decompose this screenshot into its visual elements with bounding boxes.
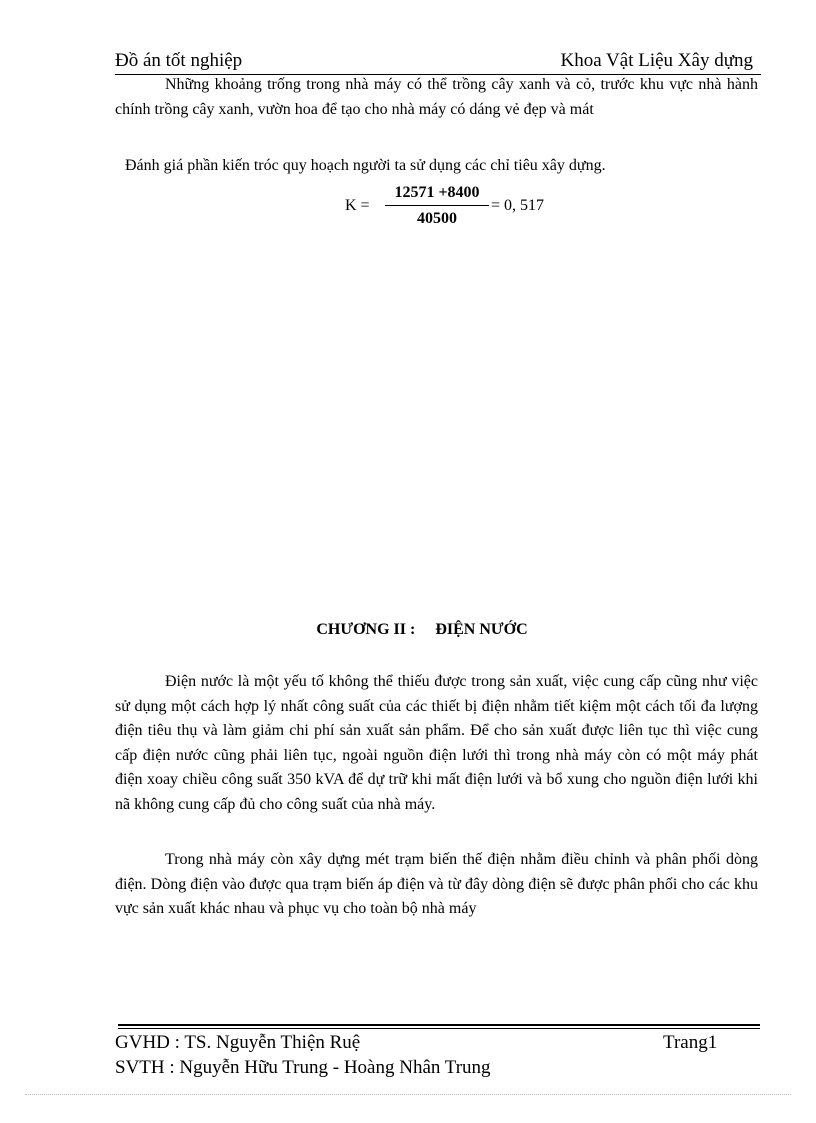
footer-supervisor: GVHD : TS. Nguyễn Thiện Ruệ [115,1032,361,1053]
footer-rule-thin [118,1028,760,1029]
paragraph-evaluation: Đánh giá phần kiến tróc quy hoạch người ta sử dụng các chỉ tiêu xây dựng. [125,157,606,174]
footer-rule-thick [118,1024,760,1026]
paragraph-text: Trong nhà máy còn xây dựng mét trạm biến thế điện nhằm điều chỉnh và phân phối dòng điện. Dòng điện vào được qua trạm biến áp điện và từ đây dòng điện sẽ được phân phối cho các khu vực sản xuất khác nhau và phục vụ cho toàn bộ nhà máy [115,851,758,917]
header-project-title: Đồ án tốt nghiệp [115,50,243,71]
chapter-number: CHƯƠNG II : [316,621,416,638]
paragraph-text: Điện nước là một yếu tố không thể thiếu được trong sản xuất, việc cung cấp cũng như việc sử dụng một cách hợp lý nhất công suất của các thiết bị điện nhằm tiết kiệm một cách tối đa lượng điện tiêu thụ và làm giảm chi phí sản xuất sản phẩm. Để cho sản xuất được liên tục thì việc cung cấp điện nước cũng phải liên tục, ngoài nguồn điện lưới thì trong nhà máy còn có một máy phát điện xoay chiều công suất 350 kVA để dự trữ khi mất điện lưới và bổ xung cho nguồn điện lưới khi nã không cung cấp đủ cho công suất của nhà máy. [115,673,758,813]
footer-row-supervisor [115,1030,761,1055]
chapter-heading [0,621,816,639]
header-faculty: Khoa Vật Liệu Xây dựng [560,50,753,71]
formula-lhs: K = [345,197,370,214]
paragraph-substation [115,848,758,922]
paragraph-text: Những khoảng trống trong nhà máy có thể trồng cây xanh và cỏ, trước khu vực nhà hành chính trồng cây xanh, vườn hoa để tạo cho nhà máy có dáng vẻ đẹp và mát [115,76,758,118]
footer-students: SVTH : Nguyễn Hữu Trung - Hoàng Nhân Trung [115,1057,491,1078]
chapter-title: ĐIỆN NƯỚC [435,621,528,638]
footer-page-number: Trang1 [663,1032,718,1053]
formula-rhs: = 0, 517 [491,197,545,214]
formula-fraction [385,184,489,228]
formula-numerator: 12571 +8400 [385,184,489,206]
paragraph-electricity [115,670,758,817]
page-footer [115,1030,761,1080]
paragraph-green-space [115,73,758,122]
formula-denominator: 40500 [417,210,457,227]
footer-row-students [115,1055,761,1080]
page-boundary-divider [25,1094,791,1095]
page-header [115,48,761,75]
